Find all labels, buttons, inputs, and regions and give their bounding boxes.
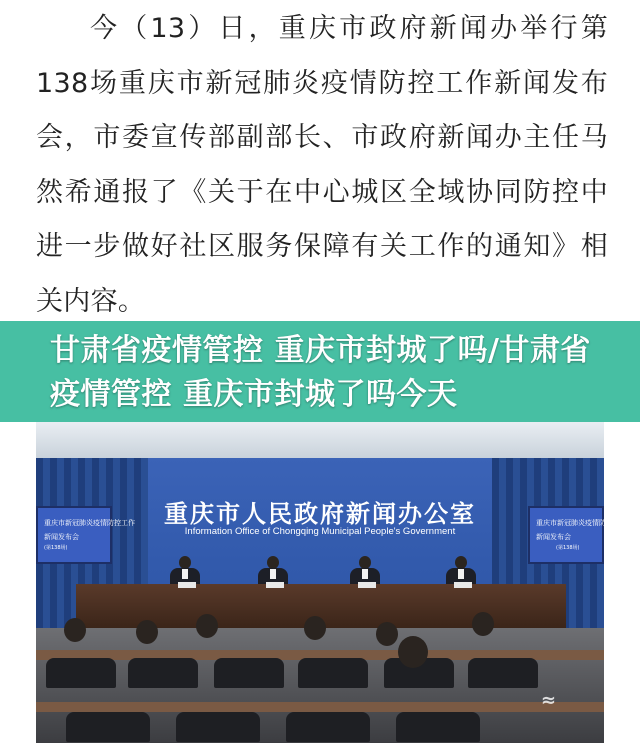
watermark: ≈: [540, 690, 556, 711]
screen-right-line3: (第138场): [556, 545, 580, 551]
article-paragraph: 今（13）日，重庆市政府新闻办举行第138场重庆市新冠肺炎疫情防控工作新闻发布会，市委宣传部副部长、市政府新闻办主任马然希通报了《关于在中心城区全域协同防控中进一步做好社区服务保障有关工作的通知》相关内容。: [36, 13, 608, 317]
audience-member: [304, 616, 326, 640]
nameplate: [358, 582, 376, 588]
ceiling: [36, 422, 604, 458]
audience-member: [64, 618, 86, 642]
screen-right-line2: 新闻发布会: [536, 533, 571, 541]
audience-chair: [214, 658, 284, 688]
nameplate: [454, 582, 472, 588]
audience-chair: [176, 712, 260, 742]
audience-chair: [66, 712, 150, 742]
title-banner: [0, 321, 640, 422]
audience-member: [376, 622, 398, 646]
press-conference-photo: [36, 422, 613, 743]
screen-left-line2: 新闻发布会: [44, 533, 79, 541]
audience-chair: [128, 658, 198, 688]
audience-chair: [468, 658, 538, 688]
audience-chair: [396, 712, 480, 742]
screen-left: [36, 506, 135, 564]
screen-right: [528, 506, 613, 564]
audience-member: [136, 620, 158, 644]
screen-right-line1: 重庆市新冠肺炎疫情防控: [536, 519, 613, 527]
banner-title: 甘肃省疫情管控 重庆市封城了吗/甘肃省疫情管控 重庆市封城了吗今天: [50, 333, 591, 412]
nameplate: [178, 582, 196, 588]
audience-desk: [36, 702, 604, 712]
backdrop-title: 重庆市人民政府新闻办公室: [164, 499, 476, 528]
backdrop-subtitle: Information Office of Chongqing Municipal People's Government: [184, 526, 456, 537]
audience-chair: [298, 658, 368, 688]
audience-member: [398, 636, 428, 668]
audience-chair: [286, 712, 370, 742]
screen-left-line1: 重庆市新冠肺炎疫情防控工作: [44, 519, 135, 527]
audience-member: [472, 612, 494, 636]
audience-chair: [46, 658, 116, 688]
audience-member: [196, 614, 218, 638]
nameplate: [266, 582, 284, 588]
screen-left-line3: (第138场): [44, 545, 68, 551]
